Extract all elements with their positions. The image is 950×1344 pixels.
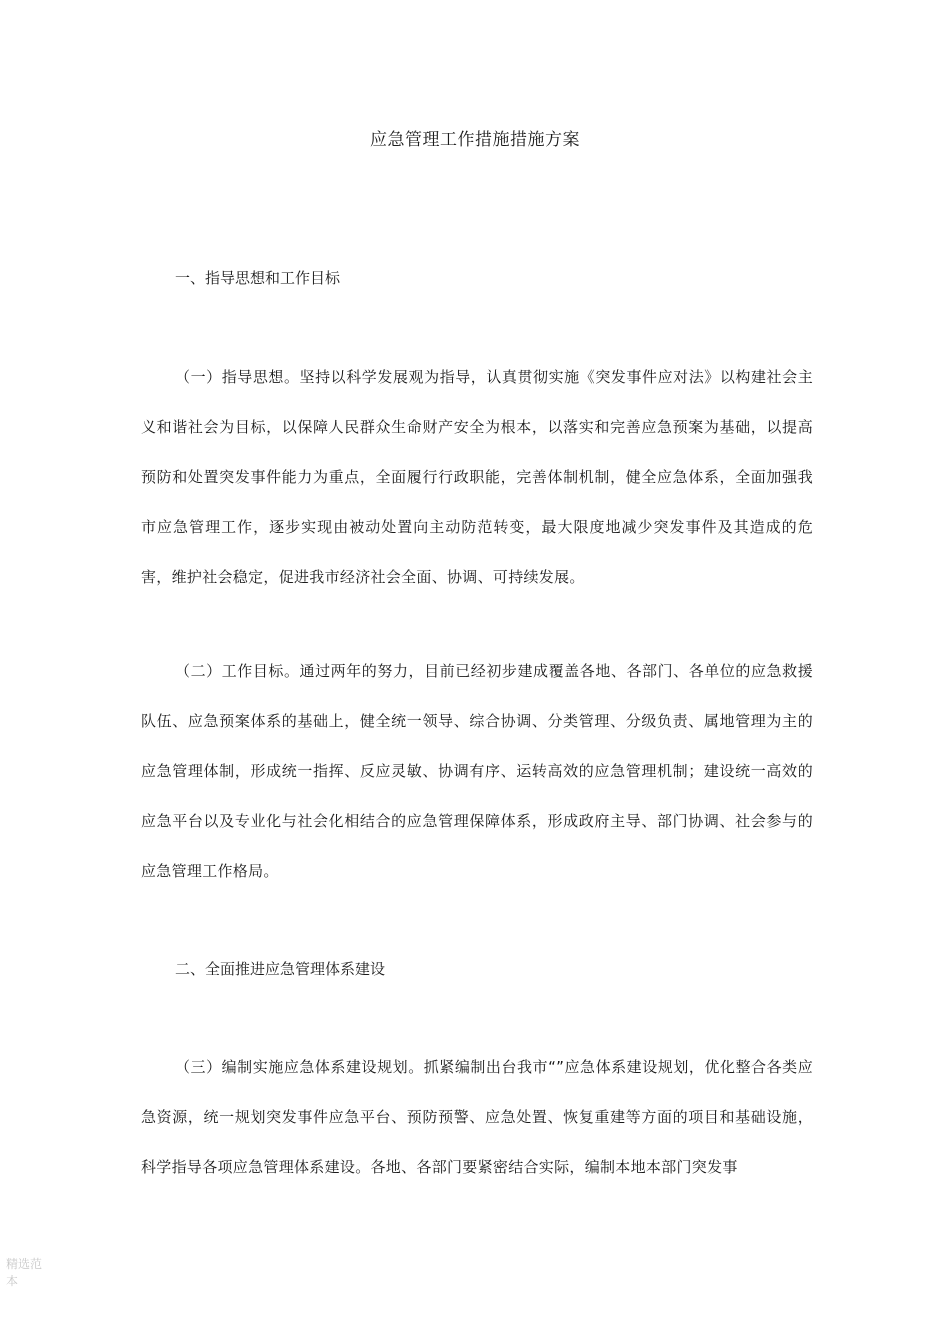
paragraph-work-goal: （二）工作目标。通过两年的努力，目前已经初步建成覆盖各地、各部门、各单位的应急救援队伍、应急预案体系的基础上，健全统一领导、综合协调、分类管理、分级负责、属地管理为主的应急管理体制，形成统一指挥、反应灵敏、协调有序、运转高效的应急管理机制；建设统一高效的应急平台以及专业化与社会化相结合的应急管理保障体系，形成政府主导、部门协调、社会参与的应急管理工作格局。	[141, 662, 813, 880]
section-heading-2: 二、全面推进应急管理体系建设	[175, 960, 386, 978]
page-title: 应急管理工作措施措施方案	[370, 130, 580, 150]
section-heading-1: 一、指导思想和工作目标	[175, 269, 341, 287]
watermark-text: 精选范本	[6, 1257, 43, 1288]
paragraph-plan-compilation: （三）编制实施应急体系建设规划。抓紧编制出台我市“”应急体系建设规划，优化整合各类应急资源，统一规划突发事件应急平台、预防预警、应急处置、恢复重建等方面的项目和基础设施，科学指导各项应急管理体系建设。各地、各部门要紧密结合实际，编制本地本部门突发事	[141, 1058, 813, 1176]
paragraph-guiding-thought: （一）指导思想。坚持以科学发展观为指导，认真贯彻实施《突发事件应对法》以构建社会主义和谐社会为目标，以保障人民群众生命财产安全为根本，以落实和完善应急预案为基础，以提高预防和处置突发事件能力为重点，全面履行行政职能，完善体制机制，健全应急体系，全面加强我市应急管理工作，逐步实现由被动处置向主动防范转变，最大限度地减少突发事件及其造成的危害，维护社会稳定，促进我市经济社会全面、协调、可持续发展。	[141, 368, 813, 586]
